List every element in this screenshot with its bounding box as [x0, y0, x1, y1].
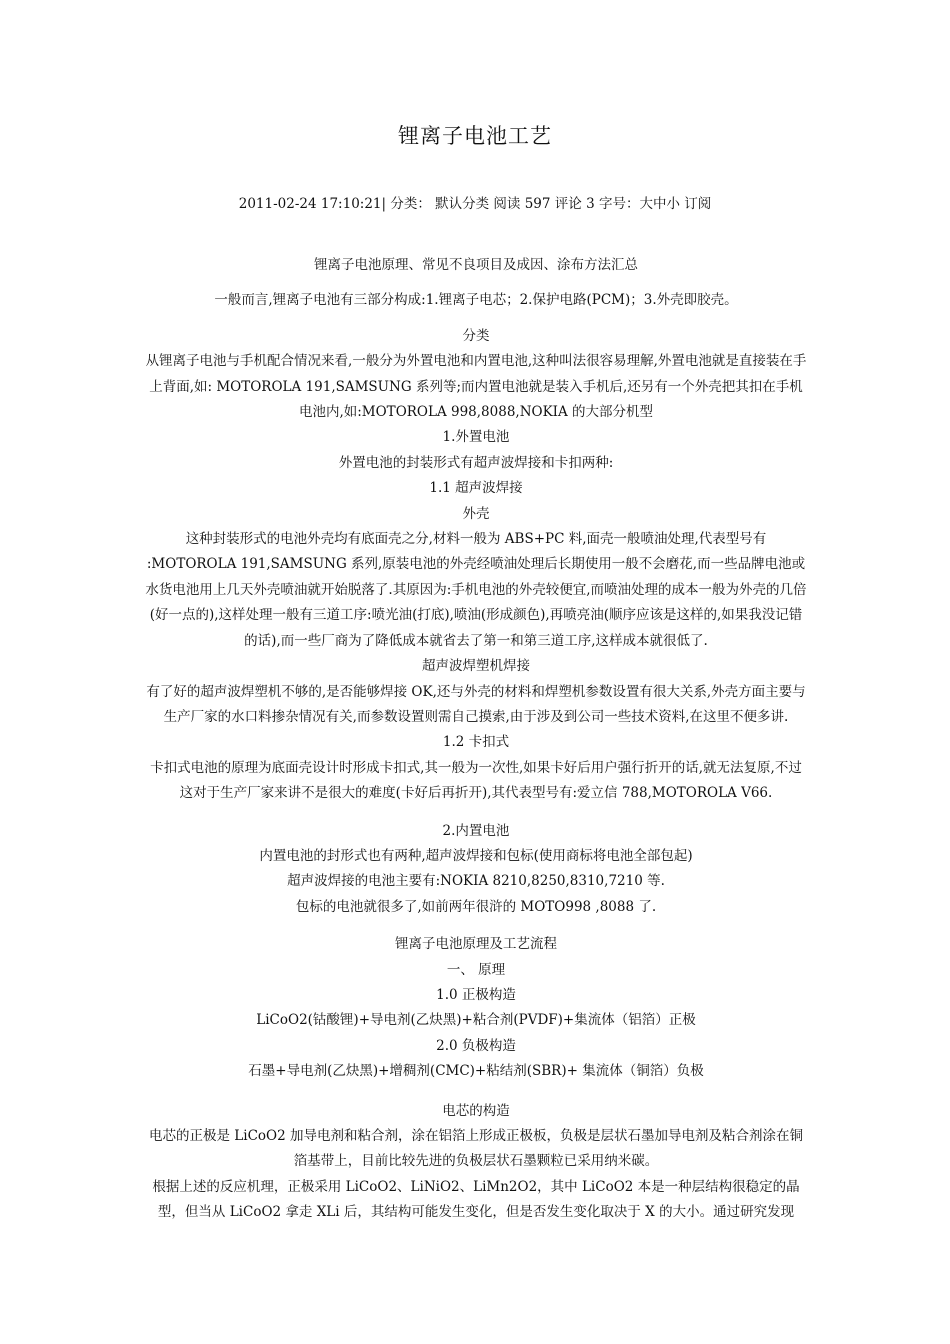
- paragraph: 有了好的超声波焊塑机不够的,是否能够焊接 OK,还与外壳的材料和焊塑机参数设置有很大关系,外壳方面主要与生产厂家的水口料掺杂情况有关,而参数设置则需自己摸索,由于涉及到公司一些技术资料,在这里不便多讲.: [146, 683, 806, 725]
- paragraph: 一般而言,锂离子电池有三部分构成:1.锂离子电芯；2.保护电路(PCM)；3.外壳即胶壳。: [214, 292, 738, 309]
- paragraph: 从锂离子电池与手机配合情况来看,一般分为外置电池和内置电池,这种叫法很容易理解,外置电池就是直接装在手上背面,如: MOTOROLA 191,SAMSUNG 系列等;而内置电池就是装入手机后,还另有一个外壳把其扣在手机电池内,如:MOTOROLA 998,8088,NOKIA 的大部分机型: [145, 353, 807, 421]
- section-heading: 锂离子电池原理及工艺流程: [395, 936, 557, 953]
- paragraph: 电芯的正极是 LiCoO2 加导电剂和粘合剂，涂在铝箔上形成正极板，负极是层状石墨加导电剂及粘合剂涂在铜箔基带上，目前比较先进的负极层状石墨颗粒已采用纳米碳。: [149, 1128, 803, 1170]
- paragraph: LiCoO2(钴酸锂)+导电剂(乙炔黑)+粘合剂(PVDF)+集流体（铝箔）正极: [256, 1012, 696, 1029]
- section-heading: 一、 原理: [446, 961, 506, 978]
- paragraph: 外置电池的封装形式有超声波焊接和卡扣两种:: [338, 454, 614, 471]
- paragraph: 超声波焊接的电池主要有:NOKIA 8210,8250,8310,7210 等.: [287, 873, 665, 890]
- paragraph: 这种封装形式的电池外壳均有底面壳之分,材料一般为 ABS+PC 料,面壳一般喷油处理,代表型号有 :MOTOROLA 191,SAMSUNG 系列,原装电池的外壳经喷油处理后长期使用一般不会磨花,而一些品牌电池或水货电池用上几天外壳喷油就开始脱落了.其原因为:手机电池的外壳较便宜,而喷油处理的成本一般为外壳的几倍(好一点的),这样处理一般有三道工序:喷光油(打底),喷油(形成颜色),再喷亮油(顺序应该是这样的,如果我没记错的话),而一些厂商为了降低成本就省去了第一和第三道工序,这样成本就很低了.: [145, 531, 807, 649]
- paragraph: 内置电池的封形式也有两种,超声波焊接和包标(使用商标将电池全部包起): [259, 847, 693, 864]
- document-body: [145, 253, 807, 1226]
- section-heading: 电芯的构造: [442, 1102, 510, 1119]
- section-heading: 1.外置电池: [442, 429, 510, 446]
- document-title: 锂离子电池工艺: [398, 124, 552, 148]
- section-heading: 1.2 卡扣式: [442, 734, 510, 751]
- section-heading: 2.0 负极构造: [436, 1037, 516, 1054]
- paragraph: 卡扣式电池的原理为底面壳设计时形成卡扣式,其一般为一次性,如果卡好后用户强行折开的话,就无法复原,不过这对于生产厂家来讲不是很大的难度(卡好后再折开),其代表型号有:爱立信 788,MOTOROLA V66.: [150, 759, 802, 802]
- section-heading: 超声波焊塑机焊接: [422, 658, 530, 675]
- section-heading: 1.1 超声波焊接: [429, 480, 523, 497]
- post-meta: 2011-02-24 17:10:21| 分类： 默认分类 阅读 597 评论 3 字号：大中小 订阅: [238, 196, 712, 212]
- section-heading: 锂离子电池原理、常见不良项目及成因、涂布方法汇总: [314, 257, 638, 273]
- paragraph: 包标的电池就很多了,如前两年很浒的 MOTO998 ,8088 了.: [295, 898, 657, 915]
- section-heading: 2.内置电池: [442, 822, 510, 839]
- paragraph: 石墨+导电剂(乙炔黑)+增稠剂(CMC)+粘结剂(SBR)+ 集流体（铜箔）负极: [248, 1063, 704, 1080]
- section-heading: 1.0 正极构造: [436, 986, 516, 1003]
- section-heading: 分类: [462, 327, 490, 344]
- section-heading: 外壳: [462, 505, 490, 522]
- paragraph: 根据上述的反应机理，正极采用 LiCoO2、LiNiO2、LiMn2O2，其中 LiCoO2 本是一种层结构很稳定的晶型，但当从 LiCoO2 拿走 XLi 后，其结构可能发生变化，但是否发生变化取决于 X 的大小。通过研究发现: [152, 1178, 800, 1221]
